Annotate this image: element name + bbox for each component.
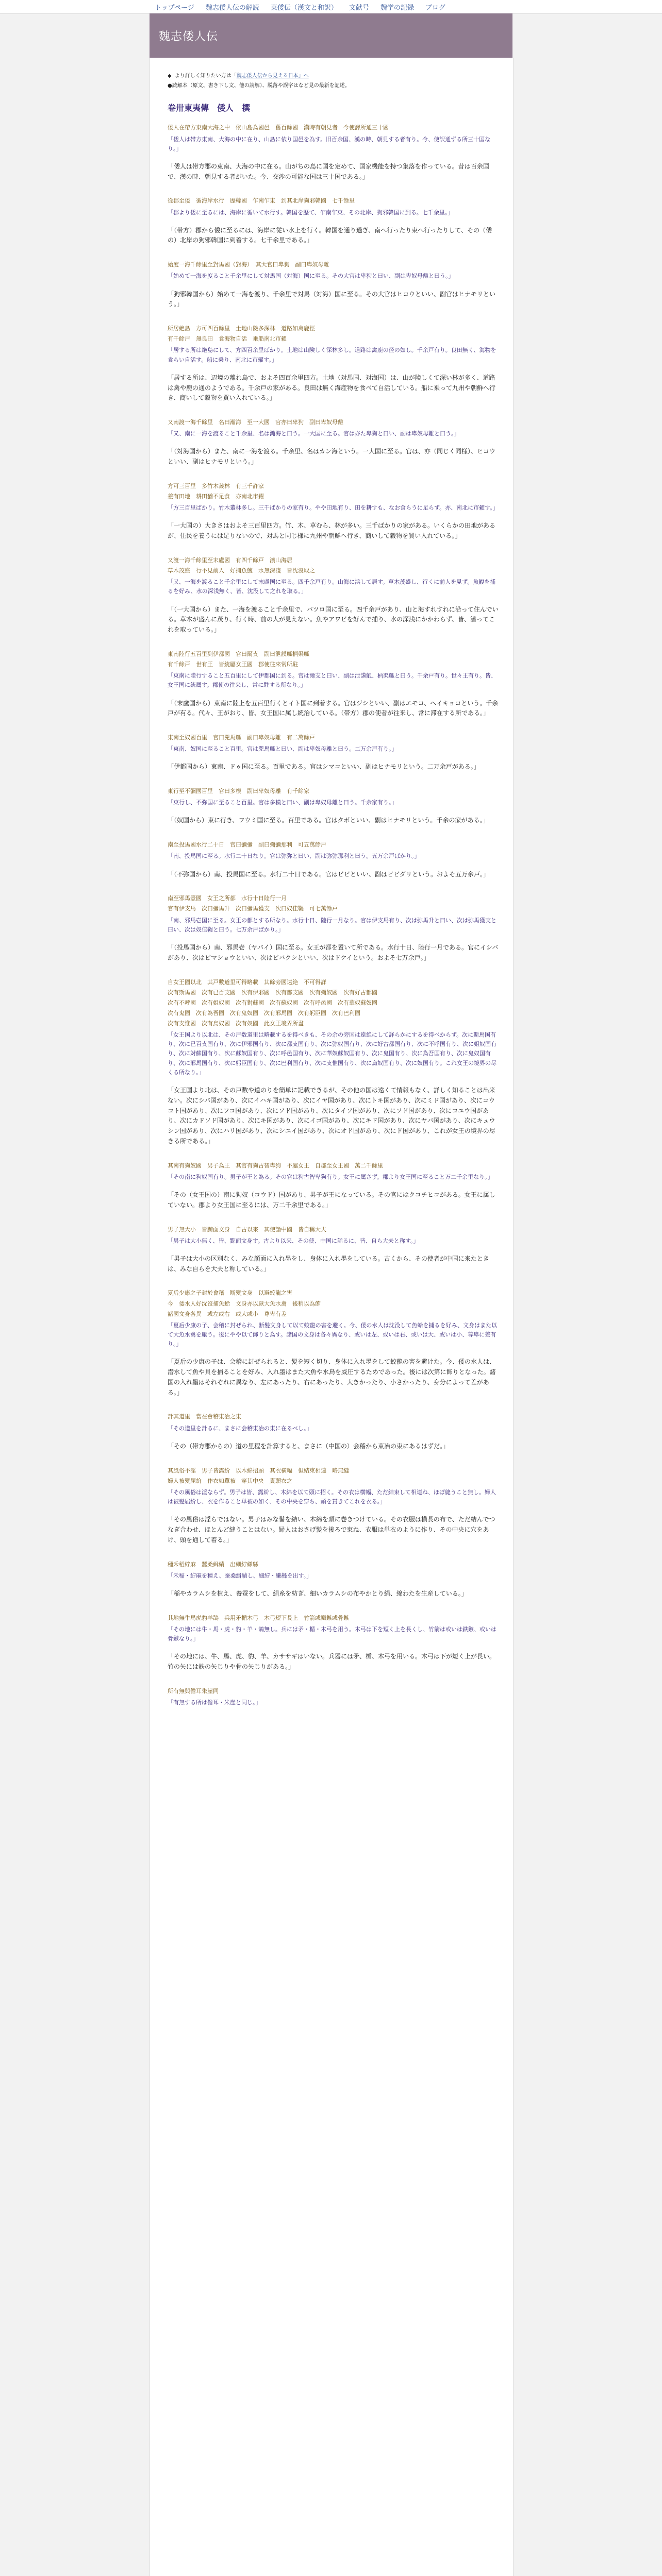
original-line: 東南陸行五百里到伊都國 官曰爾支 副曰泄謨觚柄渠觚 xyxy=(168,650,309,657)
original-line: 差有田地 耕田猶不足食 亦南北市糴 xyxy=(168,493,264,500)
original-line: 其南有狗奴國 男子為王 其官有狗古智卑狗 不屬女王 自郡至女王國 萬二千餘里 xyxy=(168,1162,383,1169)
original-line: 倭人在帶方東南大海之中 依山島為國邑 舊百餘國 漢時有朝見者 今使譯所通三十國 xyxy=(168,124,389,131)
kundoku-line: 「その風俗は淫ならず。男子は皆、露紒し、木綿を以て頭に招く。その衣は横幅、ただ結束して相連ね、ほぼ縫うこと無し。婦人は被髪屈紒し、衣を作ること単被の如く、その中央を穿ち、頭を貫きてこれを衣る。」 xyxy=(168,1488,496,1505)
kundoku-line: 「居する所は絶島にして、方四百余里ばかり。土地は山険しく深林多し。道路は禽鹿の径の如し。千余戸有り。良田無く、海物を食らい自活す。船に乗り、南北に市糴す。」 xyxy=(168,347,496,363)
content-page xyxy=(150,58,514,2576)
original-line: 方可三百里 多竹木叢林 有三千許家 xyxy=(168,482,264,489)
original-line: 東行至不彌國百里 官曰多模 副曰卑奴母離 有千餘家 xyxy=(168,788,309,795)
nav-link-text[interactable]: 東倭伝（漢文と和訳） xyxy=(270,4,338,12)
article-body xyxy=(150,58,513,1737)
original-line: 婦人被髪屈紒 作衣如單被 穿其中央 貫頭衣之 xyxy=(168,1477,292,1484)
original-line: 從郡至倭 循海岸水行 歴韓國 乍南乍東 到其北岸狗邪韓國 七千餘里 xyxy=(168,197,355,205)
section xyxy=(168,196,500,246)
section xyxy=(168,324,500,403)
section xyxy=(168,1225,500,1275)
translation-paragraph: 「その地には、牛、馬、虎、豹、羊、カササギはいない。兵器には矛、楯、木弓を用いる。木弓は下が短く上が長い。竹の矢には鉄の矢じりや骨の矢じりがある。」 xyxy=(168,1653,496,1670)
kundoku-line: 「又、一海を渡ること千余里にして末盧国に至る。四千余戸有り。山海に浜して居す。草木茂盛し、行くに前人を見ず。魚鰒を捕るを好み、水の深浅無く、皆、沈没して之れを取る。」 xyxy=(168,579,496,595)
section xyxy=(168,894,500,963)
nav-link-blog[interactable]: ブログ xyxy=(425,4,445,12)
section xyxy=(168,1614,500,1672)
site-title: 魏志倭人伝 xyxy=(159,30,219,43)
site-banner xyxy=(150,13,512,58)
section xyxy=(168,840,500,879)
original-line: 南至投馬國水行二十日 官曰彌彌 副曰彌彌那利 可五萬餘戸 xyxy=(168,841,326,849)
bullet-icon: ◆ xyxy=(168,73,172,79)
kundoku-line: 「又、南に一海を渡ること千余里、名は瀚海と曰う。一大国に至る。官は亦た卑狗と曰い、副は卑奴母離と曰う。」 xyxy=(168,430,460,437)
translation-paragraph: 「狗邪韓国から）始めて一海を渡り、千余里で対馬（対海）国に至る。その大官はヒコウといい、副官はヒナモリという。」 xyxy=(168,290,496,308)
original-line: 有千餘戸 無良田 食海物自活 乗船南北市糴 xyxy=(168,335,287,343)
original-line: 南至邪馬壹國 女王之所都 水行十日陸行一月 xyxy=(168,895,287,902)
translation-paragraph: 「稲やカラムシを植え、養蚕をして、絹糸を紡ぎ、細いカラムシの布やかとり絹、綿わたを生産している。」 xyxy=(168,1589,468,1597)
translation-paragraph: 「（帯方）郡から倭に至るには、海岸に従い水上を行く。韓国を通り過ぎ、南へ行ったり東へ行ったりして、その（倭の）北岸の狗邪韓国に到着する。七千余里である。」 xyxy=(168,226,492,244)
kundoku-line: 「倭人は帯方東南、大海の中に在り、山島に依り国邑を為す。旧百余国、漢の時、朝見する者有り。今、使訳通ずる所三十国なり。」 xyxy=(168,135,491,152)
intro-notes xyxy=(168,72,500,90)
original-line: 又南渡一海千餘里 名曰瀚海 至一大國 官亦曰卑狗 副曰卑奴母離 xyxy=(168,419,343,426)
translation-paragraph: 「（奴国から）東に行き、フウミ国に至る。百里である。官はタボといい、副はヒナモリという。千余の家がある。」 xyxy=(168,817,489,824)
kundoku-line: 「南、邪馬壱国に至る。女王の都とする所なり。水行十日、陸行一月なり。官は伊支馬有り、次は弥馬升と曰い、次は弥馬獲支と曰い、次は奴佳鞮と曰う。七万余戸ばかり。」 xyxy=(168,917,496,933)
note-link[interactable]: 魏志倭人伝から見える日本」へ xyxy=(236,73,309,79)
intro-note-text xyxy=(175,72,309,81)
translation-paragraph: 「女王国より北は、その戸数や道のりを簡単に記載できるが、その他の国は遠くて情報もなく、詳しく知ることは出来ない。次にシバ国があり、次にイハキ国があり、次にイヤ国があり、次にトキ国があり、次にミド国があり、次にコウコト国があり、次にフコ国があり、次にソド国があり、次にタイソ国があり、次にソド国があり、次にコユウ国があり、次にカドソド国があり、次にキ国があり、次にイゴ国があり、次にキド国があり、次にヤバ国があり、次にキュウシン国があり、次にハリ国があり、次にシユイ国があり、次にオド国があり、次にド国があり、これが女王の境界の尽きる所である。」 xyxy=(168,1086,495,1145)
original-line: 次有斯馬國 次有已百支國 次有伊邪國 次有都支國 次有彌奴國 次有好古都國 xyxy=(168,989,377,996)
original-line: 自女王國以北 其戸數道里可得略載 其餘旁國遠絶 不可得詳 xyxy=(168,978,326,986)
kundoku-line: 「夏后少康の子、会稽に封ぜられ、断髪文身して以て蛟龍の害を避く。今、倭の水人は沈没して魚蛤を捕るを好み、文身はまた以て大魚水禽を厭う。後にやや以て飾りと為す。諸国の文身は各々異なり、或いは左、或いは右、或いは大、或いは小、尊卑に差有り。」 xyxy=(168,1321,498,1348)
section xyxy=(168,733,500,772)
section xyxy=(168,1412,500,1451)
section xyxy=(168,978,500,1147)
translation-paragraph: 「倭人は帯方郡の東南、大海の中に在る。山がちの島に国を定めて、国家機能を持つ集落を作っている。昔は百余国で、漢の時、朝見する者がいた。今、交渉の可能な国は三十国である。」 xyxy=(168,162,489,180)
section xyxy=(168,1560,500,1599)
nav-link-decode[interactable]: 魏志倭人伝の解読 xyxy=(205,4,259,12)
translation-paragraph: 「伊都国から）東南、ドゥ国に至る。百里である。官はシマコといい、副はヒナモリという。二万余戸がある。」 xyxy=(168,763,480,771)
kundoku-line: 「有無する所は儋耳・朱崖と同じ。」 xyxy=(168,1699,261,1706)
top-navigation xyxy=(0,0,662,14)
translation-paragraph: 「男子は大小の区別なく、みな顔面に入れ墨をし、身体に入れ墨をしている。古くから、その使者が中国に来たときは、みな自らを大夫と称している。」 xyxy=(168,1255,489,1273)
section xyxy=(168,650,500,719)
kundoku-line: 「東南、奴国に至ること百里。官は兕馬觚と曰い、副は卑奴母離と曰う。二万余戸有り。」 xyxy=(168,745,398,753)
translation-paragraph: 「その（帯方郡からの）道の里程を計算すると、まさに（中国の）会稽から東冶の東にあるはずだ。」 xyxy=(168,1442,450,1450)
original-line: 其地無牛馬虎豹羊鵲 兵用矛楯木弓 木弓短下長上 竹箭或鐵鏃或骨鏃 xyxy=(168,1614,349,1621)
translation-paragraph: 「（末盧国から）東南に陸上を五百里行くとイト国に到着する。官はジシといい、副はエモコ、ヘイキョコという。千余戸が有る。代々、王がおり、皆、女王国に属し統治している。（帯方）郡の使者が往来し、常に滞在する所である。」 xyxy=(168,699,499,717)
kundoku-line: 「その道里を計るに、まさに会稽東冶の東に在るべし。」 xyxy=(168,1425,312,1432)
section xyxy=(168,482,500,541)
intro-note-text: ●読解本（原文、書き下し文、他の読解）、脱落や誤字はなど見の最新を記述。 xyxy=(168,82,350,89)
original-line: 又渡一海千餘里至末盧國 有四千餘戸 濱山海居 xyxy=(168,557,292,564)
kundoku-line: 「その南に狗奴国有り。男子が王と為る。その官は狗古智卑狗有り。女王に属さず。郡より女王国に至ること万二千余里なり。」 xyxy=(168,1173,493,1180)
original-line: 官有伊支馬 次曰彌馬升 次曰彌馬獲支 次曰奴佳鞮 可七萬餘戸 xyxy=(168,905,338,912)
original-line: 東南至奴國百里 官曰兕馬觚 副曰卑奴母離 有二萬餘戸 xyxy=(168,734,315,741)
kundoku-line: 「東行し、不弥国に至ること百里。官は多模と曰い、副は卑奴母離と曰う。千余家有り。」 xyxy=(168,799,398,806)
kundoku-line: 「東南に陸行すること五百里にして伊都国に到る。官は爾支と曰い、副は泄謨觚、柄渠觚と曰う。千余戸有り。世々王有り。皆、女王国に統属す。郡使の往来し、常に駐する所なり。」 xyxy=(168,672,496,689)
section xyxy=(168,556,500,635)
kundoku-line: 「禾稲・紵麻を種え、蚕桑緝績し、細紵・縑緜を出す。」 xyxy=(168,1572,312,1579)
kundoku-line: 「男子は大小無く、皆、黥面文身す。古より以来、その使、中国に詣るに、皆、自ら大夫と称す。」 xyxy=(168,1237,419,1244)
original-line: 草木茂盛 行不見前人 好捕魚鰒 水無深淺 皆沈沒取之 xyxy=(168,567,315,574)
translation-paragraph: 「（対海国から）また、南に一海を渡る。千余里、名はカン海という。一大国に至る。官は、亦（同じく同様）、ヒコウといい、副はヒナモリという。」 xyxy=(168,448,496,466)
translation-paragraph: 「その風俗は淫らではない。男子はみな髷を結い、木綿を頭に巻きつけている。その衣服は横長の布で、ただ結んでつなぎ合わせ、ほとんど縫うことはない。婦人はおさげ髪を後ろで束ね、衣服は単衣のように作り、その中央に穴をあけ、頭を通して着る。」 xyxy=(168,1516,495,1544)
section-title: 卷卅東夷傳 倭人 撰 xyxy=(168,103,251,113)
translation-paragraph: 「夏后の少康の子は、会稽に封ぜられると、髪を短く切り、身体に入れ墨をして蛟龍の害を避けた。今、倭の水人は、潜水して魚や貝を捕ることを好み、入れ墨はまた大魚や水鳥を威圧するためであった。後には次第に飾りとなった。諸国の入れ墨はそれぞれに異なり、左にあったり、右にあったり、大きかったり、小さかったり、身分によって差がある。」 xyxy=(168,1358,496,1396)
section xyxy=(168,101,500,182)
original-line: 始度一海千餘里至對馬國（對海） 其大官曰卑狗 副曰卑奴母離 xyxy=(168,261,329,268)
section xyxy=(168,1161,500,1211)
kundoku-line: 「方三百里ばかり。竹木叢林多し。三千ばかりの家有り。やや田地有り、田を耕すも、なお食らうに足らず。亦、南北に市糴す。」 xyxy=(168,504,499,512)
translation-paragraph: 「居する所は、辺境の離れ島で、およそ四百余里四方。土地（対馬国、対海国）は、山が険しくて深い林が多く、道路は禽や鹿の通のようである。千余戸の家がある。良田は無く海産物を食べて自活している。船に乗って九州や朝鮮へ行き、商いして穀物を買い入れている。」 xyxy=(168,374,496,402)
section xyxy=(168,1466,500,1546)
translation-paragraph: 「その（女王国の）南に狗奴（コウド）国があり、男子が王になっている。その官にはクコチヒコがある。女王に属していない。郡より女王国に至るには、万二千余里である。」 xyxy=(168,1191,495,1209)
section xyxy=(168,787,500,826)
translation-paragraph: 「（投馬国から）南、邪馬壱（ヤバイ）国に至る。女王が都を置いて所である。水行十日、陸行一月である。官にイシバがあり、次はビマショウといい、次はビバクシといい、次はドケイという。およそ七万余戸。」 xyxy=(168,943,499,961)
section xyxy=(168,1687,500,1707)
original-line: 今 倭水人好沈沒捕魚蛤 文身亦以厭大魚水禽 後稍以為飾 xyxy=(168,1300,321,1307)
original-line: 有千餘戸 世有王 皆統屬女王國 郡使往來常所駐 xyxy=(168,661,298,668)
section xyxy=(168,418,500,467)
sections-container xyxy=(168,101,500,1707)
section xyxy=(168,260,500,310)
kundoku-line: 「女王国より以北は、その戸数道里は略載するを得べきも、その余の旁国は遠絶にして詳らかにするを得べからず。次に斯馬国有り、次に已百支国有り、次に伊邪国有り、次に都支国有り、次に弥奴国有り、次に好古都国有り、次に不呼国有り、次に姐奴国有り、次に対蘇国有り、次に蘇奴国有り、次に呼邑国有り、次に華奴蘇奴国有り、次に鬼国有り、次に為吾国有り、次に鬼奴国有り、次に邪馬国有り、次に躬臣国有り、次に巴利国有り、次に支惟国有り、次に烏奴国有り、次に奴国有り。これ女王の境界の尽くる所なり。」 xyxy=(168,1031,496,1076)
kundoku-line: 「始めて一海を度ること千余里にして対馬国（対海）国に至る。その大官は卑狗と曰い、副は卑奴母離と曰う。」 xyxy=(168,273,454,280)
intro-note xyxy=(168,72,500,81)
original-line: 諸國文身各異 或左或右 或大或小 尊卑有差 xyxy=(168,1310,287,1317)
section xyxy=(168,1289,500,1398)
original-line: 計其道里 當在會稽東冶之東 xyxy=(168,1413,241,1420)
nav-link-home[interactable]: トップページ xyxy=(155,4,194,12)
original-line: 次有鬼國 次有為吾國 次有鬼奴國 次有邪馬國 次有躬臣國 次有巴利國 xyxy=(168,1009,360,1016)
original-line: 夏后少康之子封於會稽 断髪文身 以避蛟龍之害 xyxy=(168,1290,292,1297)
note-text-before: より詳しく知りたい方は「 xyxy=(174,73,237,79)
intro-note xyxy=(168,82,500,91)
original-line: 所居絶島 方可四百餘里 土地山險多深林 道路如禽鹿徑 xyxy=(168,325,315,332)
original-line: 次有支惟國 次有烏奴國 次有奴國 此女王境界所盡 xyxy=(168,1020,304,1027)
kundoku-line: 「その地には牛・馬・虎・豹・羊・鵲無し。兵には矛・楯・木弓を用う。木弓は下を短く上を長くし、竹箭は或いは鉄鏃、或いは骨鏃なり。」 xyxy=(168,1625,496,1642)
translation-paragraph: 「（一大国から）また、一海を渡ること千余里で、バツロ国に至る。四千余戸があり、山と海すれすれに沿って住んでいる。草木が盛んに茂り、行く時、前の人が見えない。魚やアワビを好んで捕り、水の深浅にかかわらず、皆、潜ってこれを取っている。」 xyxy=(168,605,499,634)
nav-link-records[interactable]: 魏学の記録 xyxy=(380,4,414,12)
nav-link-docs[interactable]: 文献号 xyxy=(349,4,369,12)
translation-paragraph: 「一大国の）大きさはおよそ三百里四方。竹、木、草むら、林が多い。三千ばかりの家がある。いくらかの田地があるが、住民を養うには足りないので、対馬と同じ様に九州や朝鮮へ行き、商いして穀物を買い入れている。」 xyxy=(168,522,496,540)
kundoku-line: 「郡より倭に至るには、海岸に循いて水行す。韓国を歴て、乍南乍東、その北岸、狗邪韓国に到る。七千余里。」 xyxy=(168,209,454,216)
kundoku-line: 「南、投馬国に至る。水行二十日なり。官は弥弥と曰い、副は弥弥那利と曰う。五万余戸ばかり。」 xyxy=(168,853,420,860)
original-line: 其風俗不淫 男子皆露紒 以木綿招頭 其衣横幅 但結束相連 略無縫 xyxy=(168,1467,349,1474)
translation-paragraph: 「（不弥国から）南、投馬国に至る。水行二十日である。官はビビといい、副はビビダリという。およそ五万余戸。」 xyxy=(168,870,490,878)
original-line: 次有不呼國 次有姐奴國 次有對蘇國 次有蘇奴國 次有呼邑國 次有華奴蘇奴國 xyxy=(168,999,377,1006)
original-line: 男子無大小 皆黥面文身 自古以來 其使詣中國 皆自稱大夫 xyxy=(168,1226,326,1233)
original-line: 種禾稻紵麻 蠶桑緝績 出細紵縑緜 xyxy=(168,1561,258,1568)
original-line: 所有無與儋耳朱崖同 xyxy=(168,1687,219,1694)
